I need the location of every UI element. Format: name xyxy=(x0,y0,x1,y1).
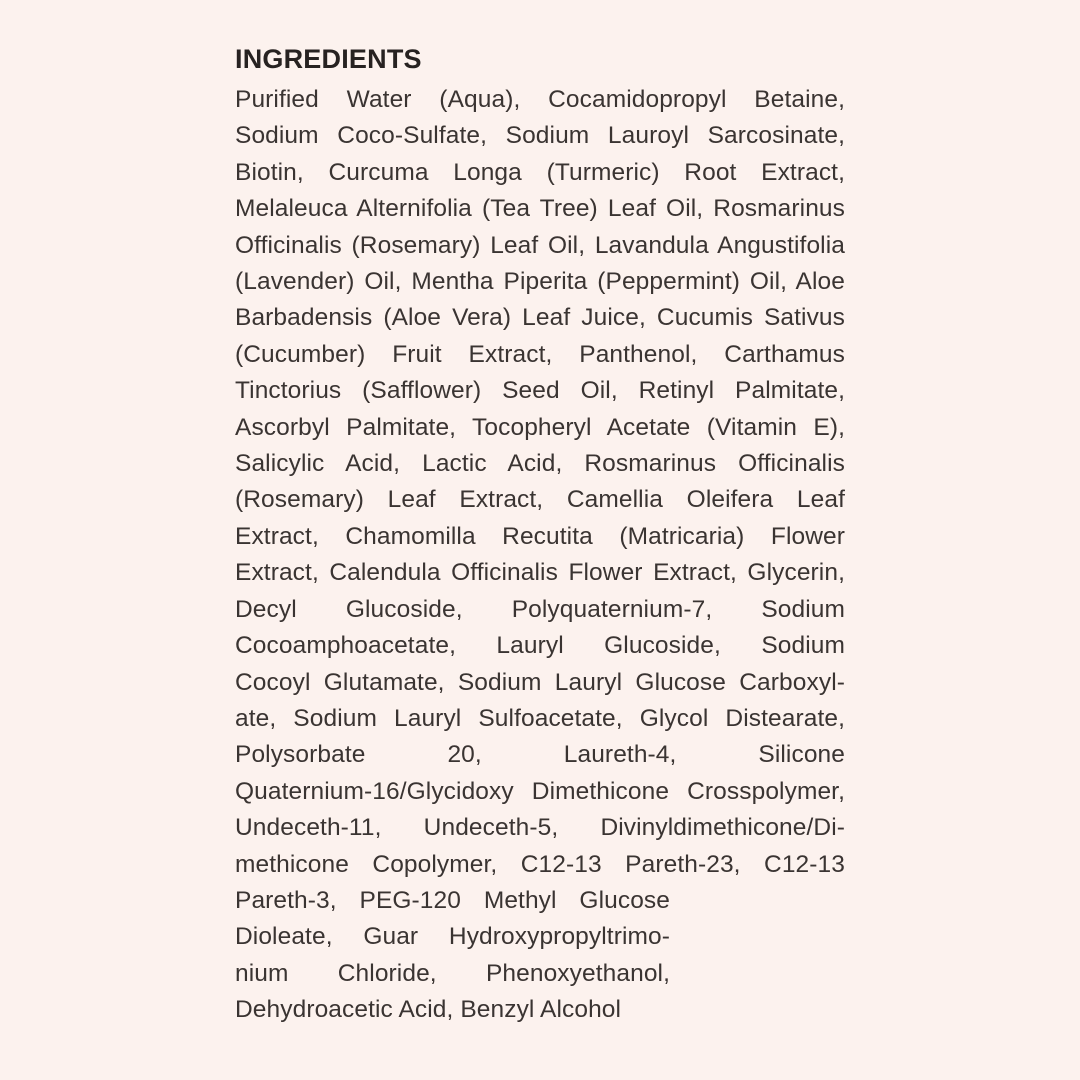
ingredients-line: Undeceth-11, Undeceth-5, Divinyldimethicone/Di- xyxy=(235,814,845,842)
ingredients-line: Ascorbyl Palmitate, Tocopheryl Acetate (Vitamin E), xyxy=(235,413,845,441)
ingredients-textblock xyxy=(235,42,845,1029)
ingredients-line: ate, Sodium Lauryl Sulfoacetate, Glycol Distearate, xyxy=(235,704,845,732)
ingredients-line: Officinalis (Rosemary) Leaf Oil, Lavandula Angustifolia xyxy=(235,231,845,259)
ingredients-line: Pareth-3, PEG-120 Methyl Glucose xyxy=(235,886,670,914)
ingredients-line: Salicylic Acid, Lactic Acid, Rosmarinus Officinalis xyxy=(235,450,845,478)
ingredients-line: (Rosemary) Leaf Extract, Camellia Oleifera Leaf xyxy=(235,486,845,514)
ingredients-line: Barbadensis (Aloe Vera) Leaf Juice, Cucumis Sativus xyxy=(235,304,845,332)
ingredients-line: Melaleuca Alternifolia (Tea Tree) Leaf Oil, Rosmarinus xyxy=(235,195,845,223)
ingredients-line: Dehydroacetic Acid, Benzyl Alcohol xyxy=(235,996,622,1024)
ingredients-heading: INGREDIENTS xyxy=(235,44,422,74)
ingredients-list xyxy=(235,82,845,1029)
ingredients-line: Extract, Calendula Officinalis Flower Extract, Glycerin, xyxy=(235,559,845,587)
ingredients-line: Extract, Chamomilla Recutita (Matricaria) Flower xyxy=(235,522,845,550)
ingredients-line: Quaternium-16/Glycidoxy Dimethicone Crosspolymer, xyxy=(235,777,845,805)
ingredients-line: Purified Water (Aqua), Cocamidopropyl Betaine, xyxy=(235,86,845,113)
ingredients-line: methicone Copolymer, C12-13 Pareth-23, C12-13 xyxy=(235,850,845,878)
ingredients-line: (Lavender) Oil, Mentha Piperita (Peppermint) Oil, Aloe xyxy=(235,268,845,296)
ingredients-line: Decyl Glucoside, Polyquaternium-7, Sodium xyxy=(235,595,845,623)
ingredients-line: Biotin, Curcuma Longa (Turmeric) Root Extract, xyxy=(235,158,845,186)
ingredients-line: Sodium Coco-Sulfate, Sodium Lauroyl Sarcosinate, xyxy=(235,122,845,150)
ingredients-line: (Cucumber) Fruit Extract, Panthenol, Carthamus xyxy=(235,340,845,368)
ingredients-line: Cocoamphoacetate, Lauryl Glucoside, Sodium xyxy=(235,632,845,660)
ingredients-line: Tinctorius (Safflower) Seed Oil, Retinyl Palmitate, xyxy=(235,377,845,405)
ingredients-line: Polysorbate 20, Laureth-4, Silicone xyxy=(235,741,845,769)
ingredients-line: nium Chloride, Phenoxyethanol, xyxy=(235,959,670,987)
ingredients-line: Dioleate, Guar Hydroxypropyltrimo- xyxy=(235,923,670,951)
ingredients-line: Cocoyl Glutamate, Sodium Lauryl Glucose Carboxyl- xyxy=(235,668,845,696)
